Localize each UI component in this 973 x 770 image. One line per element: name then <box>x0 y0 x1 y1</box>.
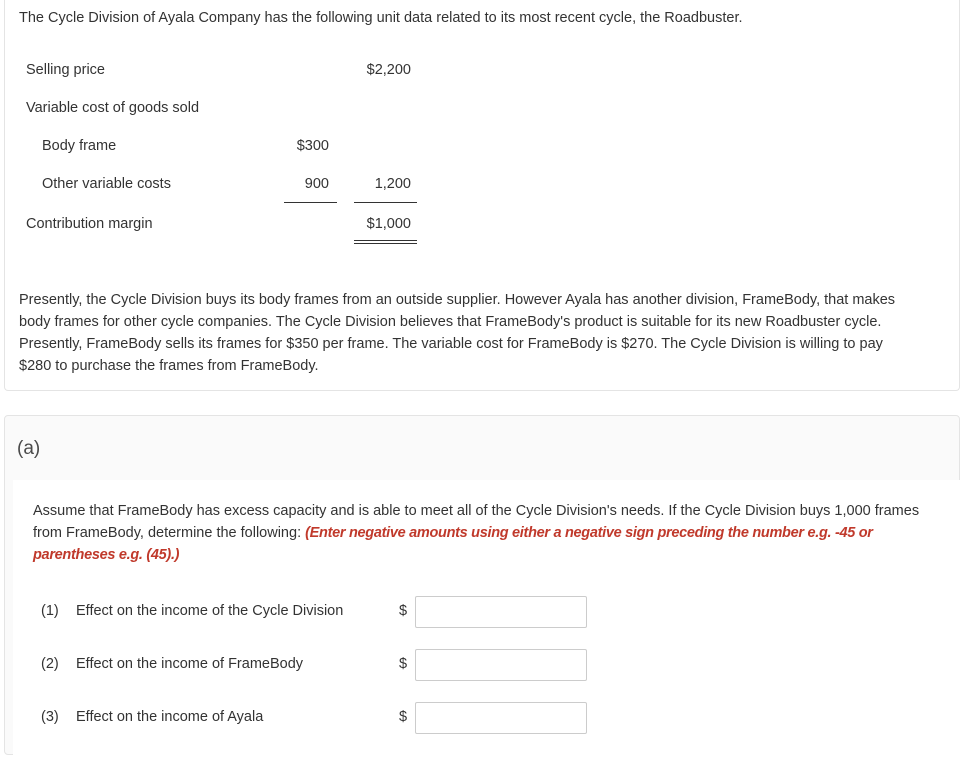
row-label: Selling price <box>26 62 105 78</box>
row-label: Body frame <box>42 138 117 154</box>
question-text: Effect on the income of the Cycle Division <box>76 603 344 619</box>
question-number: (2) <box>41 656 59 672</box>
row-selling-price <box>5 62 435 84</box>
currency-symbol: $ <box>399 656 408 672</box>
body-frame-value: $300 <box>296 138 329 154</box>
row-other-variable <box>5 176 435 198</box>
double-underline-bottom <box>354 243 417 244</box>
question-text: Effect on the income of Ayala <box>76 709 264 725</box>
question-text: Effect on the income of FrameBody <box>76 656 304 672</box>
row-label: Variable cost of goods sold <box>26 100 200 116</box>
question-2 <box>41 649 601 681</box>
intro-text: The Cycle Division of Ayala Company has the following unit data related to its most recent cycle, the Roadbuster. <box>19 10 743 26</box>
part-a-card <box>4 415 960 755</box>
other-variable-value: 900 <box>304 176 329 192</box>
question-number: (3) <box>41 709 59 725</box>
cycle-division-income-input[interactable] <box>415 596 587 628</box>
instruction-note: (Enter negative amounts using either a negative sign preceding the number e.g. -45 or parentheses e.g. (45).) <box>33 525 873 563</box>
underline-col1 <box>284 202 337 203</box>
row-variable-cost <box>5 100 435 122</box>
row-body-frame <box>5 138 435 160</box>
row-label: Contribution margin <box>26 216 153 232</box>
variable-total-value: 1,200 <box>374 176 411 192</box>
instruction-text <box>33 500 943 566</box>
framebody-income-input[interactable] <box>415 649 587 681</box>
instruction-main: Assume that FrameBody has excess capacity and is able to meet all of the Cycle Division's needs. If the Cycle Division buys 1,000 frames from FrameBody, determine the following: <box>33 503 920 541</box>
problem-card <box>4 0 960 391</box>
question-1 <box>41 596 601 628</box>
selling-price-value: $2,200 <box>366 62 411 78</box>
description-paragraph: Presently, the Cycle Division buys its body frames from an outside supplier. However Ayala has another division, FrameBody, that makes body frames for other cycle companies. The Cycle Division believes that FrameBody's product is suitable for its new Roadbuster cycle. Presently, FrameBody sells its frames for $350 per frame. The variable cost for FrameBody is $270. The Cycle Division is willing to pay $280 to purchase the frames from FrameBody. <box>19 292 896 374</box>
row-contribution-margin <box>5 216 435 238</box>
double-underline-top <box>354 240 417 241</box>
underline-col2 <box>354 202 417 203</box>
ayala-income-input[interactable] <box>415 702 587 734</box>
contribution-margin-value: $1,000 <box>366 216 411 232</box>
part-label: (a) <box>17 438 41 459</box>
currency-symbol: $ <box>399 709 408 725</box>
question-3 <box>41 702 601 734</box>
question-number: (1) <box>41 603 59 619</box>
row-label: Other variable costs <box>42 176 171 192</box>
part-a-body <box>13 480 961 770</box>
currency-symbol: $ <box>399 603 408 619</box>
